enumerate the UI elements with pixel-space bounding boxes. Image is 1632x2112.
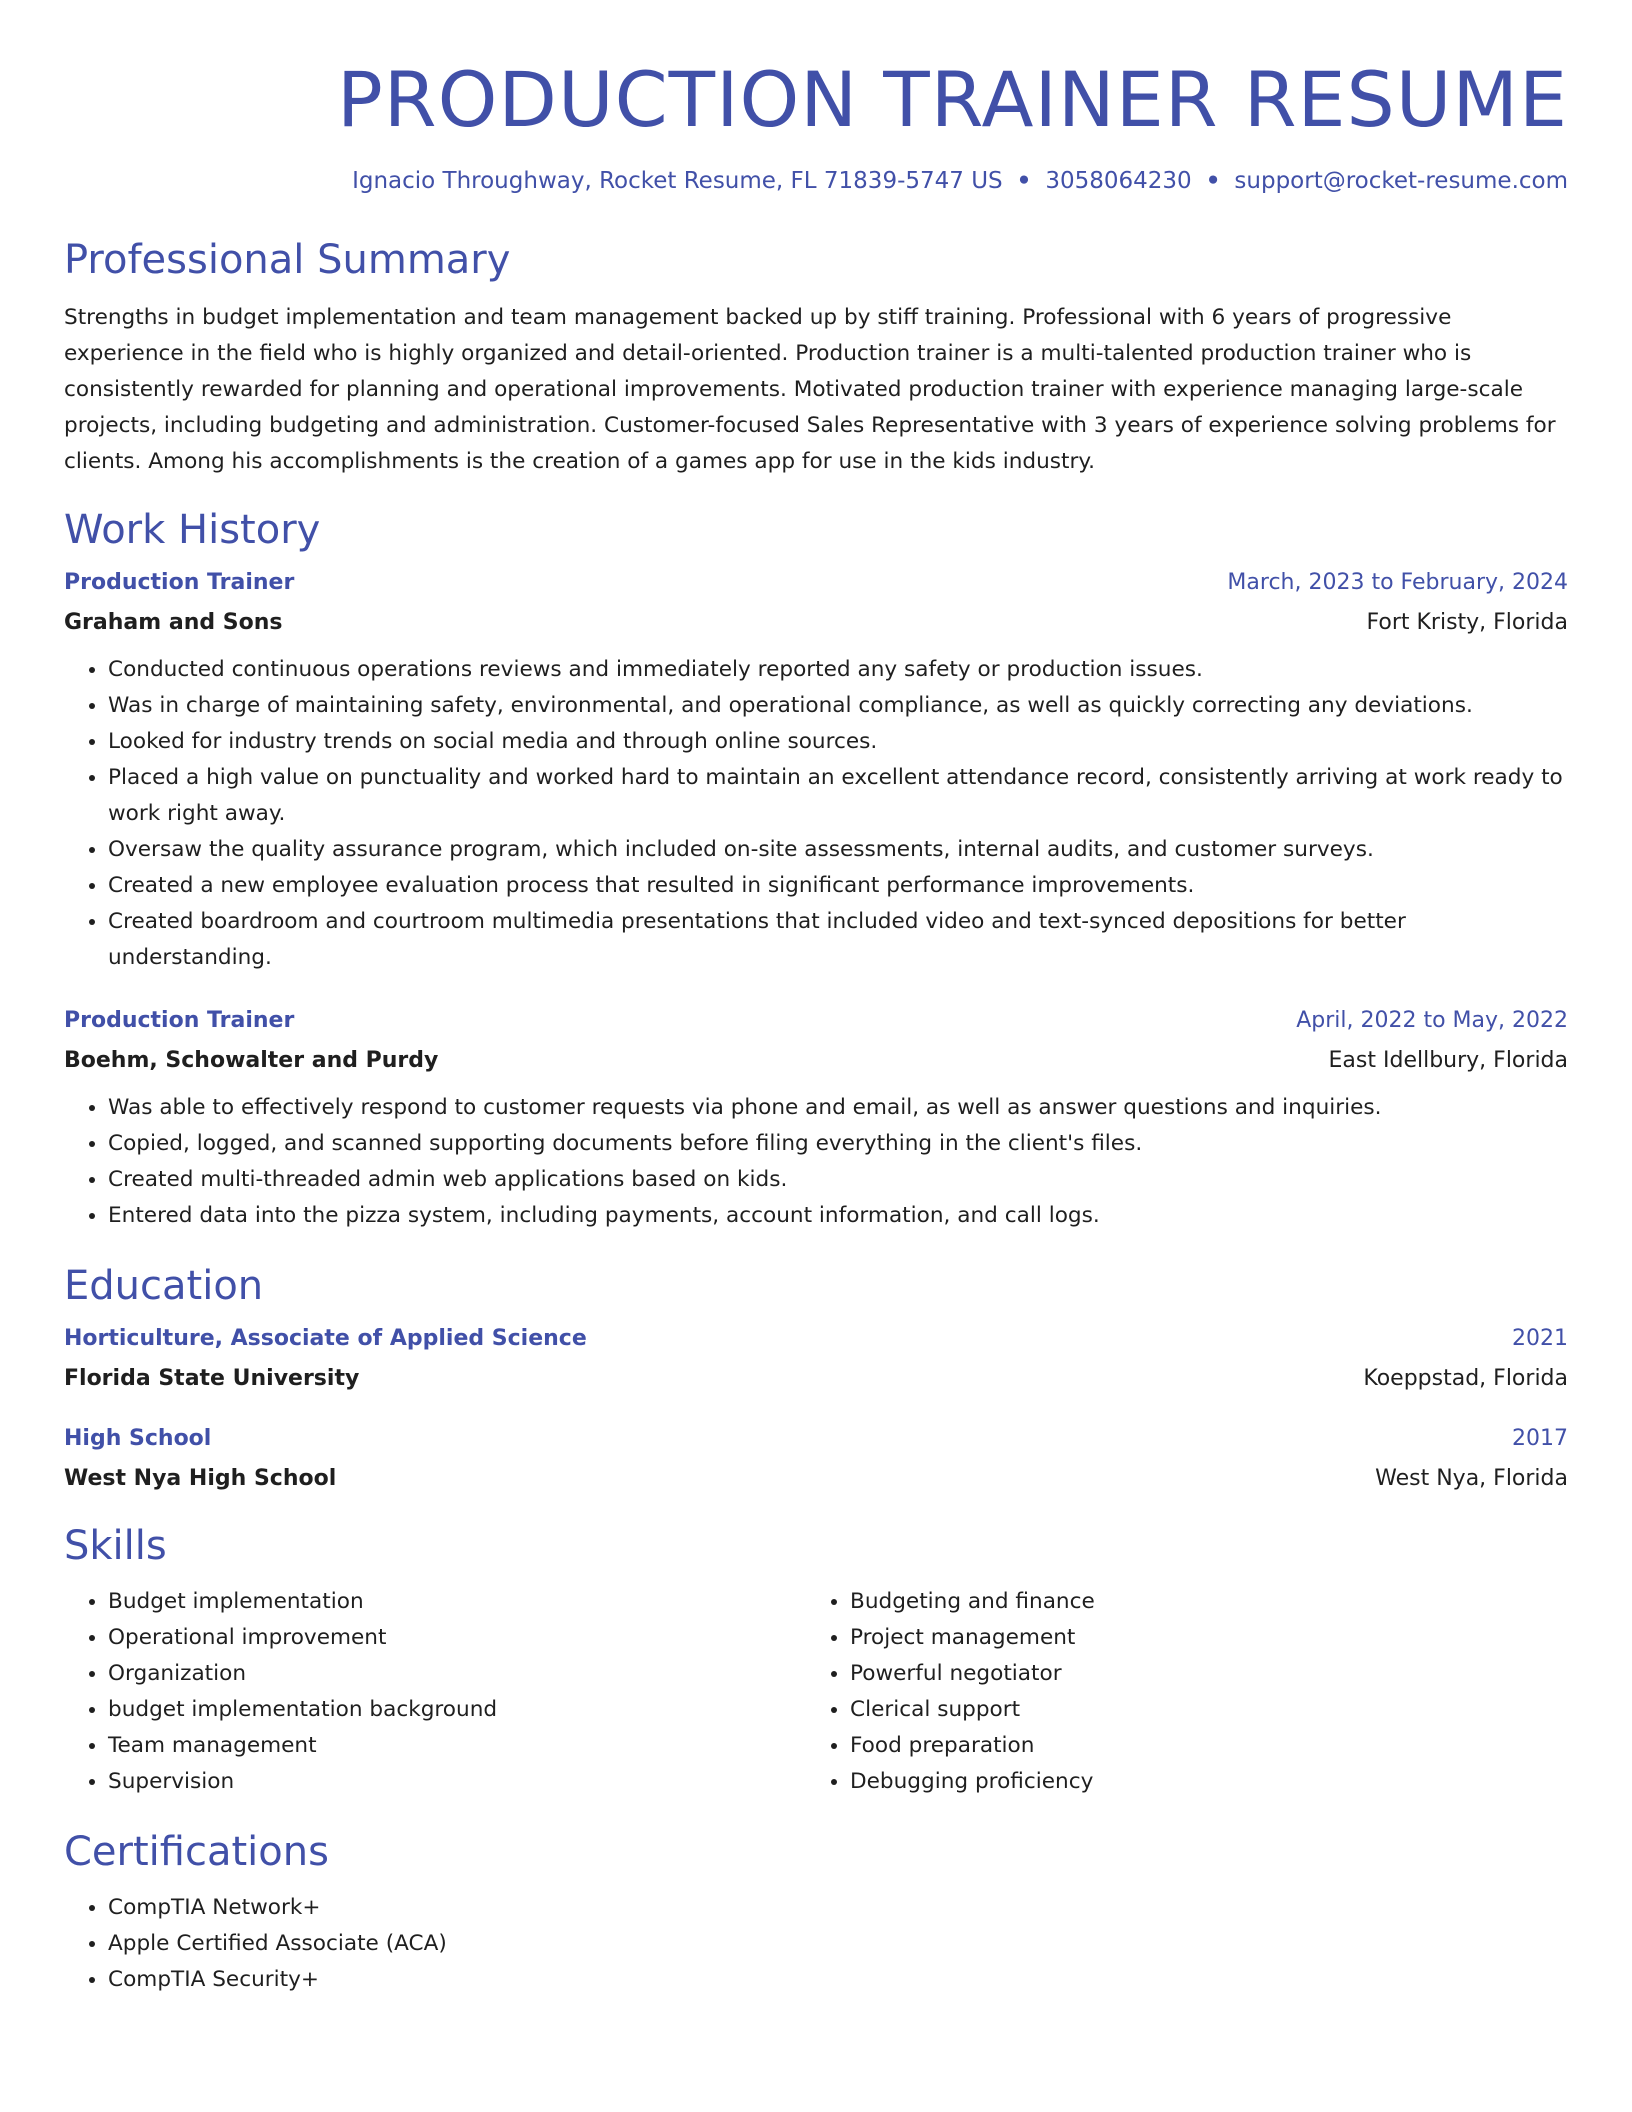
skills-column-right	[806, 1584, 1548, 1800]
education-location: West Nya, Florida	[1375, 1466, 1568, 1491]
job-bullets	[64, 652, 1568, 976]
education-school: West Nya High School	[64, 1466, 337, 1491]
skill-item: • Budget implementation	[108, 1584, 806, 1620]
resume-title: PRODUCTION TRAINER RESUME	[336, 55, 1568, 144]
skill-item: • Food preparation	[850, 1728, 1548, 1764]
job-employer-row	[64, 598, 1568, 638]
job-employer: Graham and Sons	[64, 610, 283, 635]
contact-separator: •	[1016, 168, 1032, 194]
skill-item: • Budgeting and finance	[850, 1584, 1548, 1620]
certification-item: • Apple Certified Associate (ACA)	[108, 1926, 1568, 1962]
skill-item: • Debugging proficiency	[850, 1764, 1548, 1800]
education-header-row	[64, 1424, 1568, 1454]
education-school-row	[64, 1354, 1568, 1394]
certifications-list	[64, 1890, 1568, 1998]
skills-list	[806, 1584, 1548, 1800]
skills-list	[64, 1584, 806, 1800]
contact-address: Ignacio Throughway, Rocket Resume, FL 71839-5747 US	[352, 168, 1003, 194]
education-school-row	[64, 1454, 1568, 1494]
job-bullet: • Conducted continuous operations reviews and immediately reported any safety or production issues.	[108, 652, 1568, 688]
job-entry	[64, 568, 1568, 976]
contact-email: support@rocket-resume.com	[1234, 168, 1568, 194]
education-school: Florida State University	[64, 1366, 360, 1391]
skill-item: • Clerical support	[850, 1692, 1548, 1728]
education-year: 2021	[1512, 1326, 1568, 1351]
skill-item: • Project management	[850, 1620, 1548, 1656]
section-title-work: Work History	[64, 507, 321, 553]
education-entry	[64, 1424, 1568, 1494]
job-dates: April, 2022 to May, 2022	[1296, 1008, 1568, 1033]
section-title-certifications: Certifications	[64, 1829, 329, 1875]
education-degree: High School	[64, 1426, 212, 1451]
job-bullet: • Created boardroom and courtroom multimedia presentations that included video and text-synced depositions for better understanding.	[108, 904, 1568, 976]
skill-item: • Operational improvement	[108, 1620, 806, 1656]
skill-item: • Supervision	[108, 1764, 806, 1800]
job-bullet: • Placed a high value on punctuality and worked hard to maintain an excellent attendance record, consistently arriving at work ready to work right away.	[108, 760, 1568, 832]
job-title: Production Trainer	[64, 570, 295, 595]
job-bullet: • Created a new employee evaluation process that resulted in significant performance improvements.	[108, 868, 1568, 904]
skill-item: • Team management	[108, 1728, 806, 1764]
skill-item: • Powerful negotiator	[850, 1656, 1548, 1692]
education-entry	[64, 1324, 1568, 1394]
contact-line	[64, 166, 1568, 196]
education-header-row	[64, 1324, 1568, 1354]
job-entry	[64, 1006, 1568, 1234]
job-bullet: • Created multi-threaded admin web applications based on kids.	[108, 1162, 1568, 1198]
education-degree: Horticulture, Associate of Applied Science	[64, 1326, 587, 1351]
job-bullet: • Was able to effectively respond to customer requests via phone and email, as well as answer questions and inquiries.	[108, 1090, 1568, 1126]
job-employer: Boehm, Schowalter and Purdy	[64, 1048, 439, 1073]
job-header-row	[64, 568, 1568, 598]
section-title-education: Education	[64, 1263, 264, 1309]
summary-text: Strengths in budget implementation and team management backed up by stiff training. Professional with 6 years of progressive experience in the field who is highly organized and detail-oriented. Production trainer is a multi-talented production trainer who is consistently rewarded for planning and operational improvements. Motivated production trainer with experience managing large-scale projects, including budgeting and administration. Customer-focused Sales Representative with 3 years of experience solving problems for clients. Among his accomplishments is the creation of a games app for use in the kids industry.	[64, 305, 1556, 474]
job-dates: March, 2023 to February, 2024	[1227, 570, 1568, 595]
job-header-row	[64, 1006, 1568, 1036]
section-title-skills: Skills	[64, 1523, 167, 1569]
skills-columns	[64, 1584, 1568, 1800]
education-location: Koeppstad, Florida	[1363, 1366, 1568, 1391]
skill-item: • budget implementation background	[108, 1692, 806, 1728]
job-location: Fort Kristy, Florida	[1366, 610, 1568, 635]
job-bullets	[64, 1090, 1568, 1234]
job-bullet: • Looked for industry trends on social media and through online sources.	[108, 724, 1568, 760]
job-bullet: • Entered data into the pizza system, including payments, account information, and call logs.	[108, 1198, 1568, 1234]
certification-item: • CompTIA Security+	[108, 1962, 1568, 1998]
job-employer-row	[64, 1036, 1568, 1076]
job-location: East Idellbury, Florida	[1328, 1048, 1568, 1073]
resume-page	[64, 0, 1568, 1998]
education-year: 2017	[1512, 1426, 1568, 1451]
skill-item: • Organization	[108, 1656, 806, 1692]
contact-separator: •	[1205, 168, 1221, 194]
job-bullet: • Oversaw the quality assurance program, which included on-site assessments, internal audits, and customer surveys.	[108, 832, 1568, 868]
section-title-summary: Professional Summary	[64, 237, 511, 283]
contact-phone: 3058064230	[1045, 168, 1192, 194]
skills-column-left	[64, 1584, 806, 1800]
job-bullet: • Copied, logged, and scanned supporting documents before filing everything in the client's files.	[108, 1126, 1568, 1162]
job-bullet: • Was in charge of maintaining safety, environmental, and operational compliance, as well as quickly correcting any deviations.	[108, 688, 1568, 724]
certification-item: • CompTIA Network+	[108, 1890, 1568, 1926]
job-title: Production Trainer	[64, 1008, 295, 1033]
